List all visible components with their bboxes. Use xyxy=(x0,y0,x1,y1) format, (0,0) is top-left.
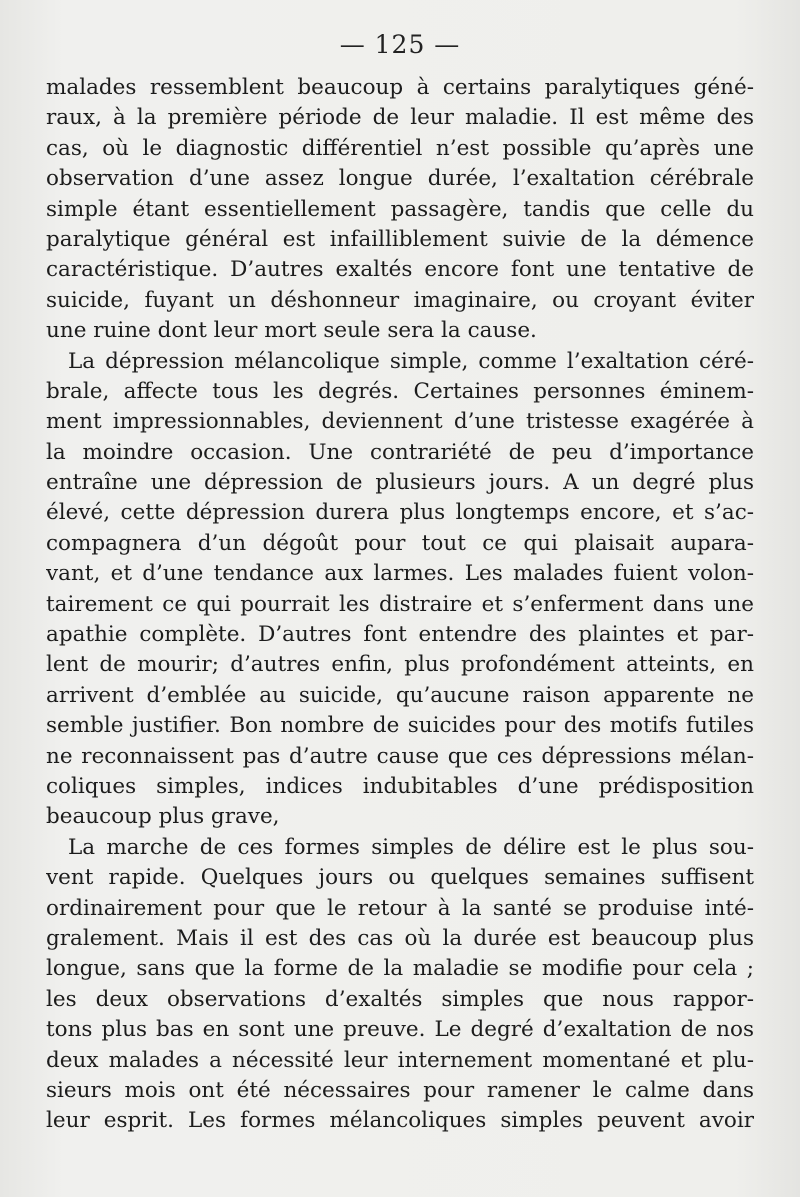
text-line: observation d’une assez longue durée, l’exaltation cérébrale xyxy=(46,166,754,192)
text-line: sieurs mois ont été nécessaires pour ramener le calme dans xyxy=(46,1077,754,1103)
text-line: brale, affecte tous les degrés. Certaines personnes éminem- xyxy=(46,378,754,404)
text-line: deux malades a nécessité leur internement momentané et plu- xyxy=(46,1047,754,1073)
text-line: une ruine dont leur mort seule sera la cause. xyxy=(46,318,537,344)
text-line: les deux observations d’exaltés simples que nous rappor- xyxy=(46,986,754,1012)
text-line: paralytique général est infailliblement suivie de la démence xyxy=(46,226,754,252)
text-line: vant, et d’une tendance aux larmes. Les malades fuient volon- xyxy=(46,561,754,587)
text-line: suicide, fuyant un déshonneur imaginaire, ou croyant éviter xyxy=(46,287,754,313)
text-line: tons plus bas en sont une preuve. Le degré d’exaltation de nos xyxy=(46,1017,754,1043)
text-line: malades ressemblent beaucoup à certains paralytiques géné- xyxy=(46,75,754,100)
text-line: compagnera d’un dégoût pour tout ce qui plaisait aupara- xyxy=(46,530,754,556)
text-line: tairement ce qui pourrait les distraire et s’enferment dans une xyxy=(46,591,754,617)
text-line: La dépression mélancolique simple, comme l’exaltation céré- xyxy=(68,348,754,374)
text-line: ordinairement pour que le retour à la santé se produise inté- xyxy=(46,895,754,921)
text-line: arrivent d’emblée au suicide, qu’aucune raison apparente ne xyxy=(46,682,754,708)
text-line: élevé, cette dépression durera plus longtemps encore, et s’ac- xyxy=(46,500,754,526)
text-line: la moindre occasion. Une contrariété de peu d’importance xyxy=(46,439,754,465)
page-number: — 125 — xyxy=(339,30,461,59)
text-line: ment impressionnables, deviennent d’une tristesse exagérée à xyxy=(46,409,754,435)
body-text xyxy=(46,73,754,1137)
paragraph xyxy=(46,73,754,347)
text-line: entraîne une dépression de plusieurs jours. A un degré plus xyxy=(46,470,754,496)
text-line: beaucoup plus grave, xyxy=(46,804,280,830)
text-line: coliques simples, indices indubitables d’une prédisposition xyxy=(46,773,754,799)
text-line: gralement. Mais il est des cas où la durée est beaucoup plus xyxy=(46,925,754,951)
text-line: longue, sans que la forme de la maladie se modifie pour cela ; xyxy=(46,956,754,982)
paragraph xyxy=(46,347,754,833)
text-line: cas, où le diagnostic différentiel n’est possible qu’après une xyxy=(46,135,754,161)
text-line: La marche de ces formes simples de délire est le plus sou- xyxy=(68,834,754,860)
text-line: ne reconnaissent pas d’autre cause que ces dépressions mélan- xyxy=(46,743,754,769)
text-line: caractéristique. D’autres exaltés encore font une tentative de xyxy=(46,257,754,283)
text-line: semble justifier. Bon nombre de suicides pour des motifs futiles xyxy=(46,713,754,739)
text-line: lent de mourir; d’autres enfin, plus profondément atteints, en xyxy=(46,652,754,678)
text-line: leur esprit. Les formes mélancoliques simples peuvent avoir xyxy=(46,1108,754,1134)
text-line: apathie complète. D’autres font entendre des plaintes et par- xyxy=(46,622,754,648)
paragraph xyxy=(46,833,754,1137)
text-line: raux, à la première période de leur maladie. Il est même des xyxy=(46,105,754,131)
text-line: simple étant essentiellement passagère, tandis que celle du xyxy=(46,196,754,222)
text-line: vent rapide. Quelques jours ou quelques semaines suffisent xyxy=(46,865,754,891)
